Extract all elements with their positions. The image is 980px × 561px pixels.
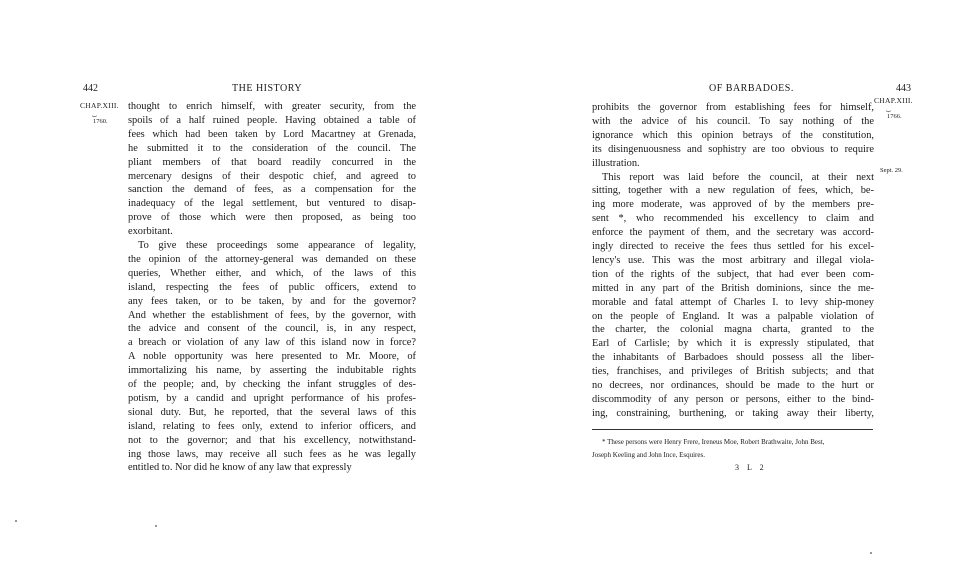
left-text-line: immortalizing his name, by asserting the indubitable rights [128,365,416,377]
right-text-line: ignorance which this opinion betrays of the constitution, [592,129,874,141]
left-text-line: he submitted it to the consideration of the council. The [128,142,416,154]
right-text-line: ing, constraining, burthening, or taking away their liberty, [592,407,874,419]
right-text-line: morable and fatal attempt of Charles I. to levy ship-money [592,296,874,308]
right-running-head: OF BARBADOES. [709,83,794,94]
left-text-line: any fees taken, or to be taken, by and for the governor? [128,295,416,307]
right-margin-date: Sept. 29. [880,167,903,174]
signature-mark: 3 L 2 [735,463,767,472]
left-text-line: sanction the demand of fees, as a compensation for the [128,184,416,196]
left-text-line: pliant members of that board readily concurred in the [128,156,416,168]
scan-speck [870,552,872,554]
left-text-line: island, relating to fees only, extend to inferior officers, and [128,420,416,432]
left-text-line: not to the governor; and that his excellency, notwithstand- [128,434,416,446]
right-text-line: mitted in any part of the British dominions, since the me- [592,282,874,294]
right-text-line: no decrees, nor ordinances, should be made to the hurt or [592,380,874,391]
left-page-number: 442 [83,83,98,94]
right-text-line: This report was laid before the council, at their next [602,171,874,183]
left-text-line: To give these proceedings some appearance of legality, [138,240,416,251]
left-margin-year: 1760. [93,118,108,125]
right-text-line: Earl of Carlisle; by which it is expressly stipulated, that [592,338,874,350]
right-text-line: on the people of England. It was a palpable violation of [592,310,874,322]
right-page-number: 443 [896,83,911,94]
left-text-line: And whether the establishment of fees, by the governor, with [128,309,416,321]
right-text-line: ingly directed to receive the fees thus settled for his excel- [592,241,874,252]
left-text-line: a breach or violation of any law of this island now in force? [128,337,416,349]
left-text-line: entitled to. Nor did he know of any law that expressly [128,462,352,474]
right-text-line: sent *, who recommended his excellency to claim and [592,213,874,225]
left-text-line: the advice and consent of the council, is, in any respect, [128,323,416,335]
left-text-line: A noble opportunity was here presented to Mr. Moore, of [128,351,416,363]
footnote-line-2: Joseph Keeling and John Ince, Esquires. [592,451,705,459]
left-text-line: mercenary designs of their despotic chief, and agreed to [128,170,416,182]
scan-speck [15,520,17,522]
right-text-line: lency's use. This was the most arbitrary and illegal viola- [592,254,874,266]
right-text-line: its disingenuousness and sophistry are too obvious to require [592,143,874,155]
right-text-line: sitting, together with a new regulation of fees, which, be- [592,185,874,197]
footnote-line-1: * These persons were Henry Frere, Ireneus Moe, Robert Brathwaite, John Best, [602,438,825,446]
right-text-line: ing more moderate, was approved of by the members pre- [592,199,874,211]
left-text-line: island, respecting the fees of public officers, extend to [128,281,416,293]
left-text-line: ing those laws, may receive all such fees as he was legally [128,448,416,460]
left-text-line: the opinion of the attorney-general was demanded on these [128,253,416,265]
right-text-line: tion of the rights of the subject, that had ever been com- [592,268,874,280]
right-margin-year: 1766. [887,113,902,120]
left-text-line: queries, Whether either, and which, of the laws of this [128,267,416,279]
right-text-line: ties, franchises, and privileges of British subjects; and that [592,366,874,378]
left-margin-brace-icon: ⏟ [92,108,97,117]
right-text-line: prohibits the governor from establishing fees for himself, [592,102,874,113]
right-text-line: the inhabitants of Barbadoes should possess all the liber- [592,352,874,364]
right-margin-chapter: CHAP.XIII. [874,96,913,105]
left-text-line: of the people; and, by checking the infant struggles of des- [128,379,416,390]
left-text-line: prove of those which were then proposed, as being too [128,212,416,224]
right-text-line: with the advice of his council. To say nothing of the [592,115,874,127]
left-text-line: fees which had been taken by Lord Macartney at Grenada, [128,128,416,140]
right-text-line: illustration. [592,157,640,169]
left-running-head: THE HISTORY [232,83,303,94]
left-text-line: thought to enrich himself, with greater security, from the [128,101,416,112]
scan-speck [155,525,157,527]
right-text-line: enforce the payment of them, and the secretary was accord- [592,227,874,239]
right-margin-brace-icon: ⏟ [886,103,891,112]
left-text-line: potism, by a candid and upright performance of his profes- [128,392,416,404]
left-text-line: spoils of a half ruined people. Having obtained a table of [128,114,416,126]
left-margin-chapter: CHAP.XIII. [80,101,119,110]
left-text-line: inadequacy of the legal settlement, but ventured to disap- [128,198,416,210]
right-text-line: discommodity of any person or persons, either to the bind- [592,393,874,405]
footnote-rule [592,429,873,430]
right-page [490,0,980,561]
left-text-line: sional duty. But, he reported, that the several laws of this [128,406,416,418]
right-text-line: the charter, the colonial magna charta, granted to the [592,324,874,336]
left-text-line: exorbitant. [128,226,173,238]
